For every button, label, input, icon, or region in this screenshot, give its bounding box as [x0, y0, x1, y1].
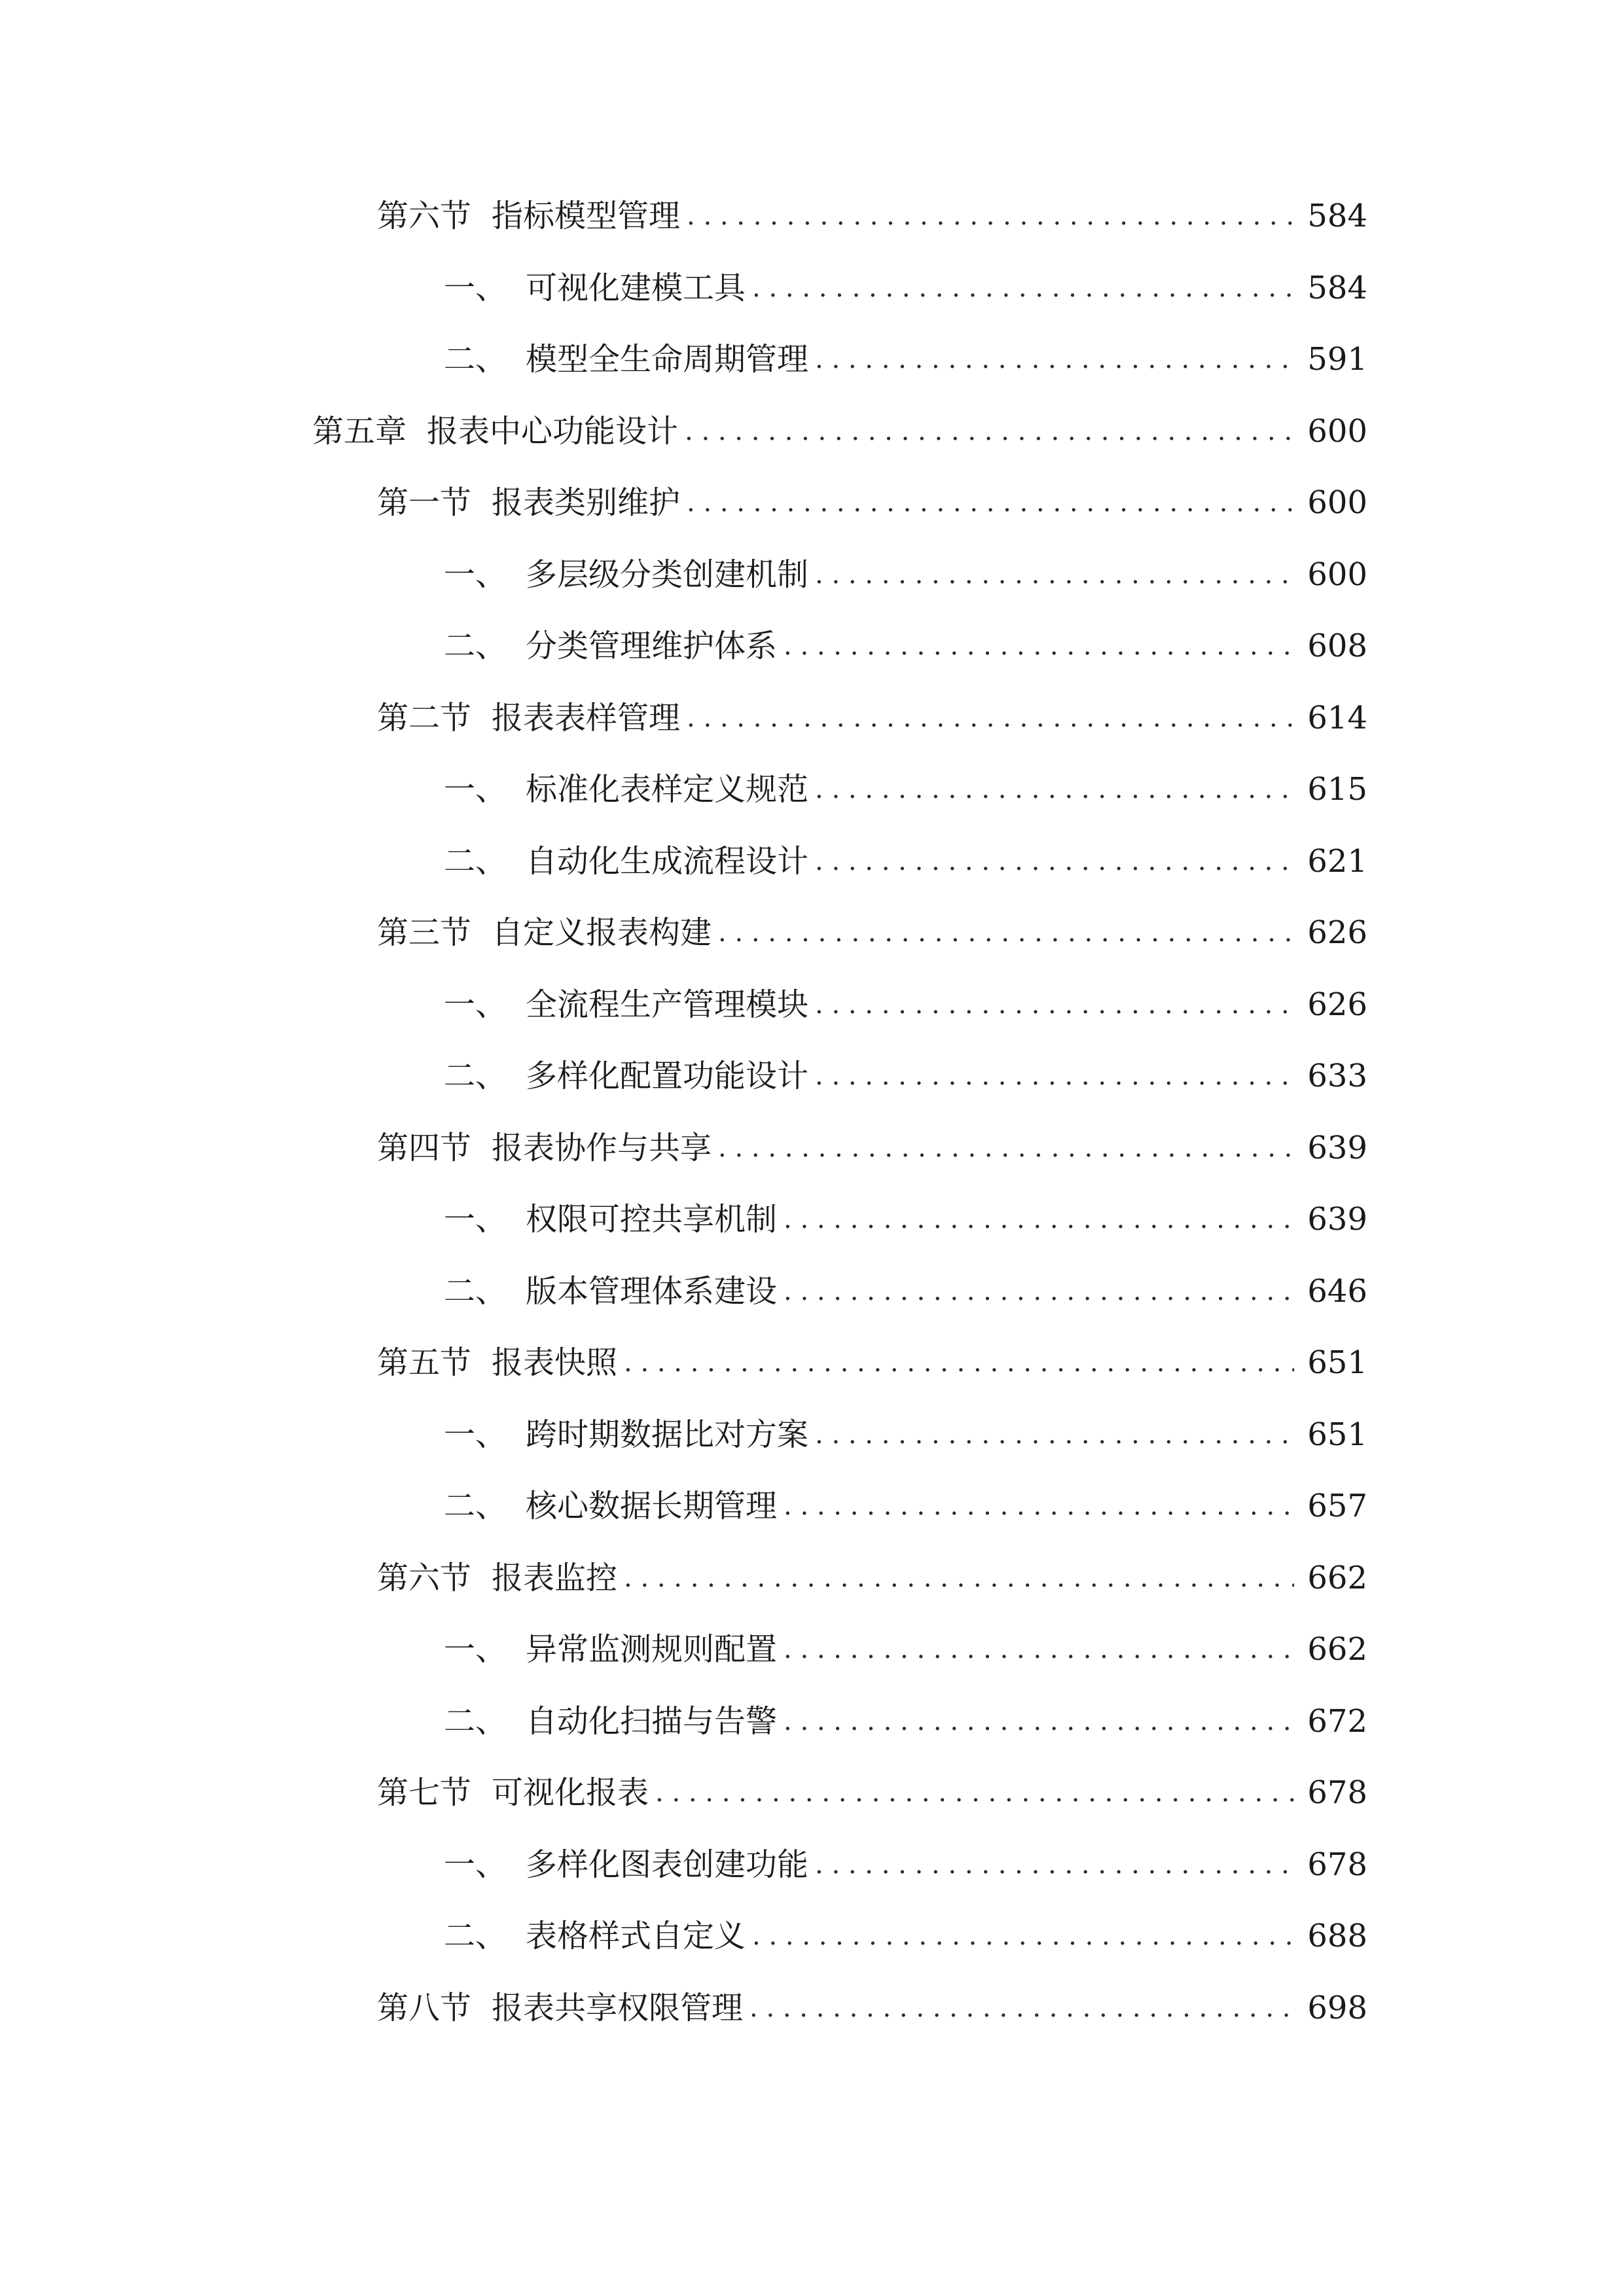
toc-entry[interactable] — [377, 1552, 1367, 1604]
toc-entry-title: 报表类别维护 — [492, 484, 681, 521]
toc-entry-number: 第四节 — [377, 1129, 472, 1166]
toc-entry[interactable] — [377, 906, 1367, 959]
toc-entry-number: 二、 — [444, 1058, 507, 1094]
toc-entry-number: 第二节 — [377, 699, 472, 736]
toc-entry-page-number: 678 — [1307, 1774, 1367, 1811]
toc-entry-page-number: 678 — [1307, 1846, 1367, 1883]
toc-dot-leader — [687, 692, 1294, 744]
toc-entry-page-number: 639 — [1307, 1129, 1367, 1166]
toc-entry[interactable] — [444, 1265, 1367, 1318]
toc-entry-page-number: 608 — [1307, 628, 1367, 664]
toc-dot-leader — [749, 1982, 1294, 2034]
toc-dot-leader — [752, 262, 1294, 314]
toc-entry-number: 一、 — [444, 1846, 507, 1883]
toc-entry-number: 一、 — [444, 556, 507, 593]
toc-entry-number: 二、 — [444, 842, 507, 880]
toc-entry-title: 权限可控共享机制 — [526, 1201, 778, 1238]
toc-entry-title: 标准化表样定义规范 — [526, 771, 809, 808]
toc-entry-number: 二、 — [444, 341, 507, 378]
toc-entry[interactable] — [377, 1982, 1367, 2034]
toc-entry-title: 指标模型管理 — [492, 198, 681, 234]
toc-dot-leader — [752, 1910, 1294, 1962]
toc-entry[interactable] — [444, 835, 1367, 888]
toc-entry-number: 二、 — [444, 1702, 507, 1740]
toc-dot-leader — [815, 1839, 1294, 1891]
toc-dot-leader — [687, 190, 1294, 242]
toc-dot-leader — [655, 1767, 1294, 1819]
toc-entry-page-number: 584 — [1307, 269, 1367, 306]
toc-entry-title: 异常监测规则配置 — [526, 1631, 778, 1668]
toc-entry-number: 二、 — [444, 1918, 507, 1954]
toc-entry-page-number: 646 — [1307, 1272, 1367, 1310]
toc-entry-number: 一、 — [444, 1631, 507, 1668]
toc-entry-page-number: 615 — [1307, 771, 1367, 808]
toc-entry[interactable] — [377, 190, 1367, 242]
toc-entry-title: 自动化生成流程设计 — [526, 842, 809, 880]
toc-dot-leader — [815, 978, 1294, 1031]
toc-entry-title: 分类管理维护体系 — [526, 628, 778, 664]
toc-entry-number: 一、 — [444, 269, 507, 306]
toc-dot-leader — [718, 1122, 1294, 1174]
toc-dot-leader — [687, 476, 1294, 529]
toc-entry-number: 第七节 — [377, 1774, 472, 1811]
toc-entry-title: 表格样式自定义 — [526, 1918, 746, 1954]
toc-entry-title: 报表中心功能设计 — [427, 412, 679, 450]
toc-entry-title: 可视化建模工具 — [526, 269, 746, 306]
toc-entry-page-number: 688 — [1307, 1918, 1367, 1954]
toc-entry[interactable] — [377, 1767, 1367, 1819]
toc-entry-title: 报表共享权限管理 — [492, 1989, 744, 2026]
toc-entry-title: 自动化扫描与告警 — [526, 1702, 778, 1740]
toc-entry-number: 第五章 — [312, 412, 407, 450]
toc-entry-title: 多样化配置功能设计 — [526, 1058, 809, 1094]
toc-entry[interactable] — [377, 1122, 1367, 1174]
toc-entry-title: 报表表样管理 — [492, 699, 681, 736]
toc-entry-page-number: 651 — [1307, 1416, 1367, 1453]
toc-entry-page-number: 662 — [1307, 1559, 1367, 1596]
toc-entry-number: 二、 — [444, 628, 507, 664]
toc-entry-page-number: 626 — [1307, 914, 1367, 951]
toc-entry-number: 第八节 — [377, 1989, 472, 2026]
toc-entry-title: 版本管理体系建设 — [526, 1272, 778, 1310]
toc-dot-leader — [784, 1193, 1294, 1246]
toc-entry[interactable] — [444, 1193, 1367, 1246]
toc-dot-leader — [784, 1265, 1294, 1318]
toc-entry-page-number: 639 — [1307, 1201, 1367, 1238]
toc-dot-leader — [784, 620, 1294, 672]
toc-entry-title: 报表快照 — [492, 1344, 618, 1381]
toc-entry[interactable] — [444, 763, 1367, 816]
toc-entry-number: 第一节 — [377, 484, 472, 521]
toc-entry-page-number: 621 — [1307, 842, 1367, 880]
toc-entry[interactable] — [377, 1336, 1367, 1389]
toc-entry-title: 核心数据长期管理 — [526, 1488, 778, 1524]
toc-dot-leader — [624, 1552, 1294, 1604]
toc-dot-leader — [815, 1050, 1294, 1102]
toc-entry[interactable] — [444, 1050, 1367, 1102]
toc-entry-page-number: 651 — [1307, 1344, 1367, 1381]
toc-dot-leader — [815, 835, 1294, 888]
toc-entry-title: 自定义报表构建 — [492, 914, 712, 951]
toc-dot-leader — [815, 333, 1294, 386]
toc-entry-page-number: 633 — [1307, 1058, 1367, 1094]
toc-entry-title: 多层级分类创建机制 — [526, 556, 809, 593]
toc-dot-leader — [815, 763, 1294, 816]
toc-dot-leader — [685, 405, 1294, 457]
toc-entry[interactable] — [444, 548, 1367, 601]
toc-entry-page-number: 600 — [1307, 412, 1367, 450]
toc-entry[interactable] — [444, 978, 1367, 1031]
toc-entry-number: 第五节 — [377, 1344, 472, 1381]
toc-entry-number: 第三节 — [377, 914, 472, 951]
toc-entry-page-number: 698 — [1307, 1989, 1367, 2026]
toc-entry[interactable] — [377, 692, 1367, 744]
toc-dot-leader — [784, 1623, 1294, 1676]
toc-entry[interactable] — [444, 1480, 1367, 1532]
toc-entry[interactable] — [312, 405, 1367, 457]
toc-dot-leader — [815, 548, 1294, 601]
toc-entry-page-number: 614 — [1307, 699, 1367, 736]
toc-entry[interactable] — [444, 333, 1367, 386]
toc-dot-leader — [815, 1408, 1294, 1461]
toc-dot-leader — [624, 1336, 1294, 1389]
toc-dot-leader — [718, 906, 1294, 959]
toc-entry-title: 报表协作与共享 — [492, 1129, 712, 1166]
toc-entry-title: 报表监控 — [492, 1559, 618, 1596]
toc-entry[interactable] — [444, 262, 1367, 314]
toc-entry-title: 多样化图表创建功能 — [526, 1846, 809, 1883]
toc-entry-number: 二、 — [444, 1272, 507, 1310]
toc-entry[interactable] — [444, 1623, 1367, 1676]
toc-entry-page-number: 584 — [1307, 198, 1367, 234]
toc-entry-page-number: 600 — [1307, 556, 1367, 593]
toc-entry-page-number: 672 — [1307, 1702, 1367, 1740]
toc-entry-title: 跨时期数据比对方案 — [526, 1416, 809, 1453]
toc-dot-leader — [784, 1695, 1294, 1748]
toc-entry-number: 二、 — [444, 1488, 507, 1524]
toc-entry[interactable] — [444, 620, 1367, 672]
toc-dot-leader — [784, 1480, 1294, 1532]
toc-entry-page-number: 600 — [1307, 484, 1367, 521]
toc-entry-number: 一、 — [444, 1416, 507, 1453]
toc-entry-title: 全流程生产管理模块 — [526, 986, 809, 1023]
toc-entry-page-number: 662 — [1307, 1631, 1367, 1668]
toc-entry-title: 可视化报表 — [492, 1774, 649, 1811]
toc-entry-page-number: 626 — [1307, 986, 1367, 1023]
toc-entry-page-number: 657 — [1307, 1488, 1367, 1524]
toc-entry[interactable] — [444, 1910, 1367, 1962]
toc-entry-number: 第六节 — [377, 1559, 472, 1596]
toc-entry-number: 一、 — [444, 771, 507, 808]
toc-entry-number: 一、 — [444, 1201, 507, 1238]
toc-entry-page-number: 591 — [1307, 341, 1367, 378]
toc-entry[interactable] — [377, 476, 1367, 529]
toc-entry[interactable] — [444, 1839, 1367, 1891]
toc-entry-number: 一、 — [444, 986, 507, 1023]
toc-entry-number: 第六节 — [377, 198, 472, 234]
toc-entry[interactable] — [444, 1408, 1367, 1461]
toc-entry[interactable] — [444, 1695, 1367, 1748]
toc-entry-title: 模型全生命周期管理 — [526, 341, 809, 378]
